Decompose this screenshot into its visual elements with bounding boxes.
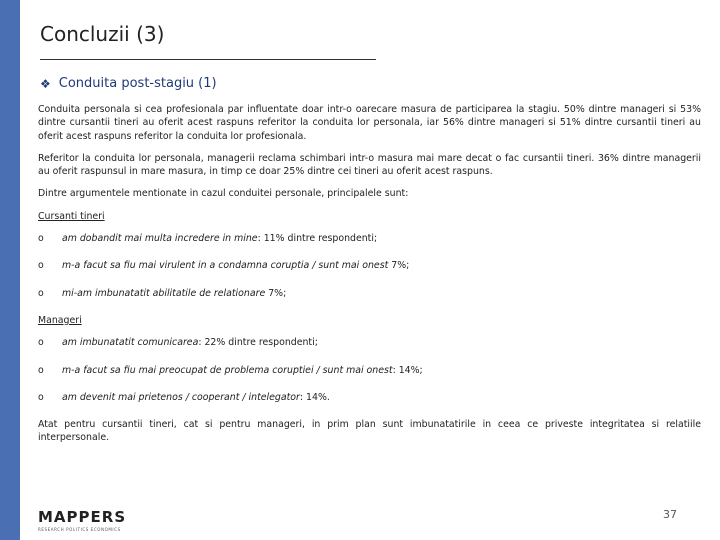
title-underline: [40, 59, 376, 60]
list-item: [38, 364, 701, 377]
list-item-italic: mi-am imbunatatit abilitatile de relationare: [62, 287, 266, 299]
list-cursanti: [38, 232, 701, 300]
bullet-mark: o: [38, 364, 44, 376]
list-item-italic: am imbunatatit comunicarea: [62, 337, 199, 349]
list-item-italic: m-a facut sa fiu mai preocupat de problema coruptiei / sunt mai onest: [62, 364, 393, 376]
list-item-text: [62, 364, 423, 377]
list-item-rest: : 14%.: [299, 391, 330, 403]
bullet-mark: o: [38, 233, 44, 245]
list-item: [38, 232, 701, 245]
bullet-mark: o: [38, 391, 44, 403]
list-item-rest: : 22% dintre respondenti;: [198, 337, 318, 349]
slide-title: Concluzii (3): [40, 22, 165, 46]
logo-tagline: RESEARCH POLITICS ECONOMICS: [38, 527, 121, 532]
logo-name: MAPPERS: [38, 508, 127, 526]
left-accent-bar: [0, 0, 20, 540]
paragraph-1: Conduita personala si cea profesionala par influentate doar intr-o oarecare masura de participarea la stagiu. 50% dintre manageri si 53% dintre cursantii tineri au oferit acest raspuns referitor la conduita lor personala, iar 56% dintre manageri si 51% dintre cursantii tineri au oferit acest raspuns referitor la conduita lor profesionala.: [38, 104, 701, 142]
subtitle-text: Conduita post-stagiu (1): [58, 76, 217, 91]
list-item: [38, 391, 701, 404]
list-item-rest: : 14%;: [392, 364, 423, 376]
bullet-mark: o: [38, 287, 44, 299]
paragraph-2: Referitor la conduita lor personala, managerii reclama schimbari intr-o masura mai mare decat o fac cursantii tineri. 36% dintre managerii au oferit raspunsul in mare masura, in timp ce doar 25% dintre cei tineri au oferit acest raspuns.: [38, 152, 701, 178]
section-title-manageri: Manageri: [38, 314, 82, 326]
subtitle: [40, 76, 217, 91]
list-item-italic: am devenit mai prietenos / cooperant / intelegator: [62, 391, 300, 403]
page-number: 37: [663, 508, 677, 521]
bullet-mark: o: [38, 260, 44, 272]
list-item-italic: am dobandit mai multa incredere in mine: [62, 233, 258, 245]
list-item-rest: : 11% dintre respondenti;: [257, 233, 378, 245]
diamond-bullet-icon: ❖: [40, 76, 51, 91]
list-item-text: [62, 259, 409, 272]
section-title-cursanti: Cursanti tineri: [38, 210, 105, 222]
mappers-logo: [38, 508, 126, 532]
paragraph-3: Dintre argumentele mentionate in cazul conduitei personale, principalele sunt:: [38, 188, 409, 200]
list-item: [38, 336, 701, 349]
slide-content: [38, 103, 701, 454]
list-item-text: [62, 336, 318, 349]
bullet-mark: o: [38, 337, 44, 349]
list-item-rest: 7%;: [388, 260, 410, 272]
list-item-text: [62, 287, 286, 300]
list-manageri: [38, 336, 701, 404]
list-item-text: [62, 232, 377, 245]
list-item-text: [62, 391, 330, 404]
list-item-rest: 7%;: [265, 287, 287, 299]
list-item: [38, 287, 701, 300]
conclusion-paragraph: Atat pentru cursantii tineri, cat si pentru manageri, in prim plan sunt imbunatatirile in ceea ce priveste integritatea si relatiile interpersonale.: [38, 419, 701, 444]
list-item-italic: m-a facut sa fiu mai virulent in a condamna coruptia / sunt mai onest: [62, 260, 389, 272]
list-item: [38, 259, 701, 272]
